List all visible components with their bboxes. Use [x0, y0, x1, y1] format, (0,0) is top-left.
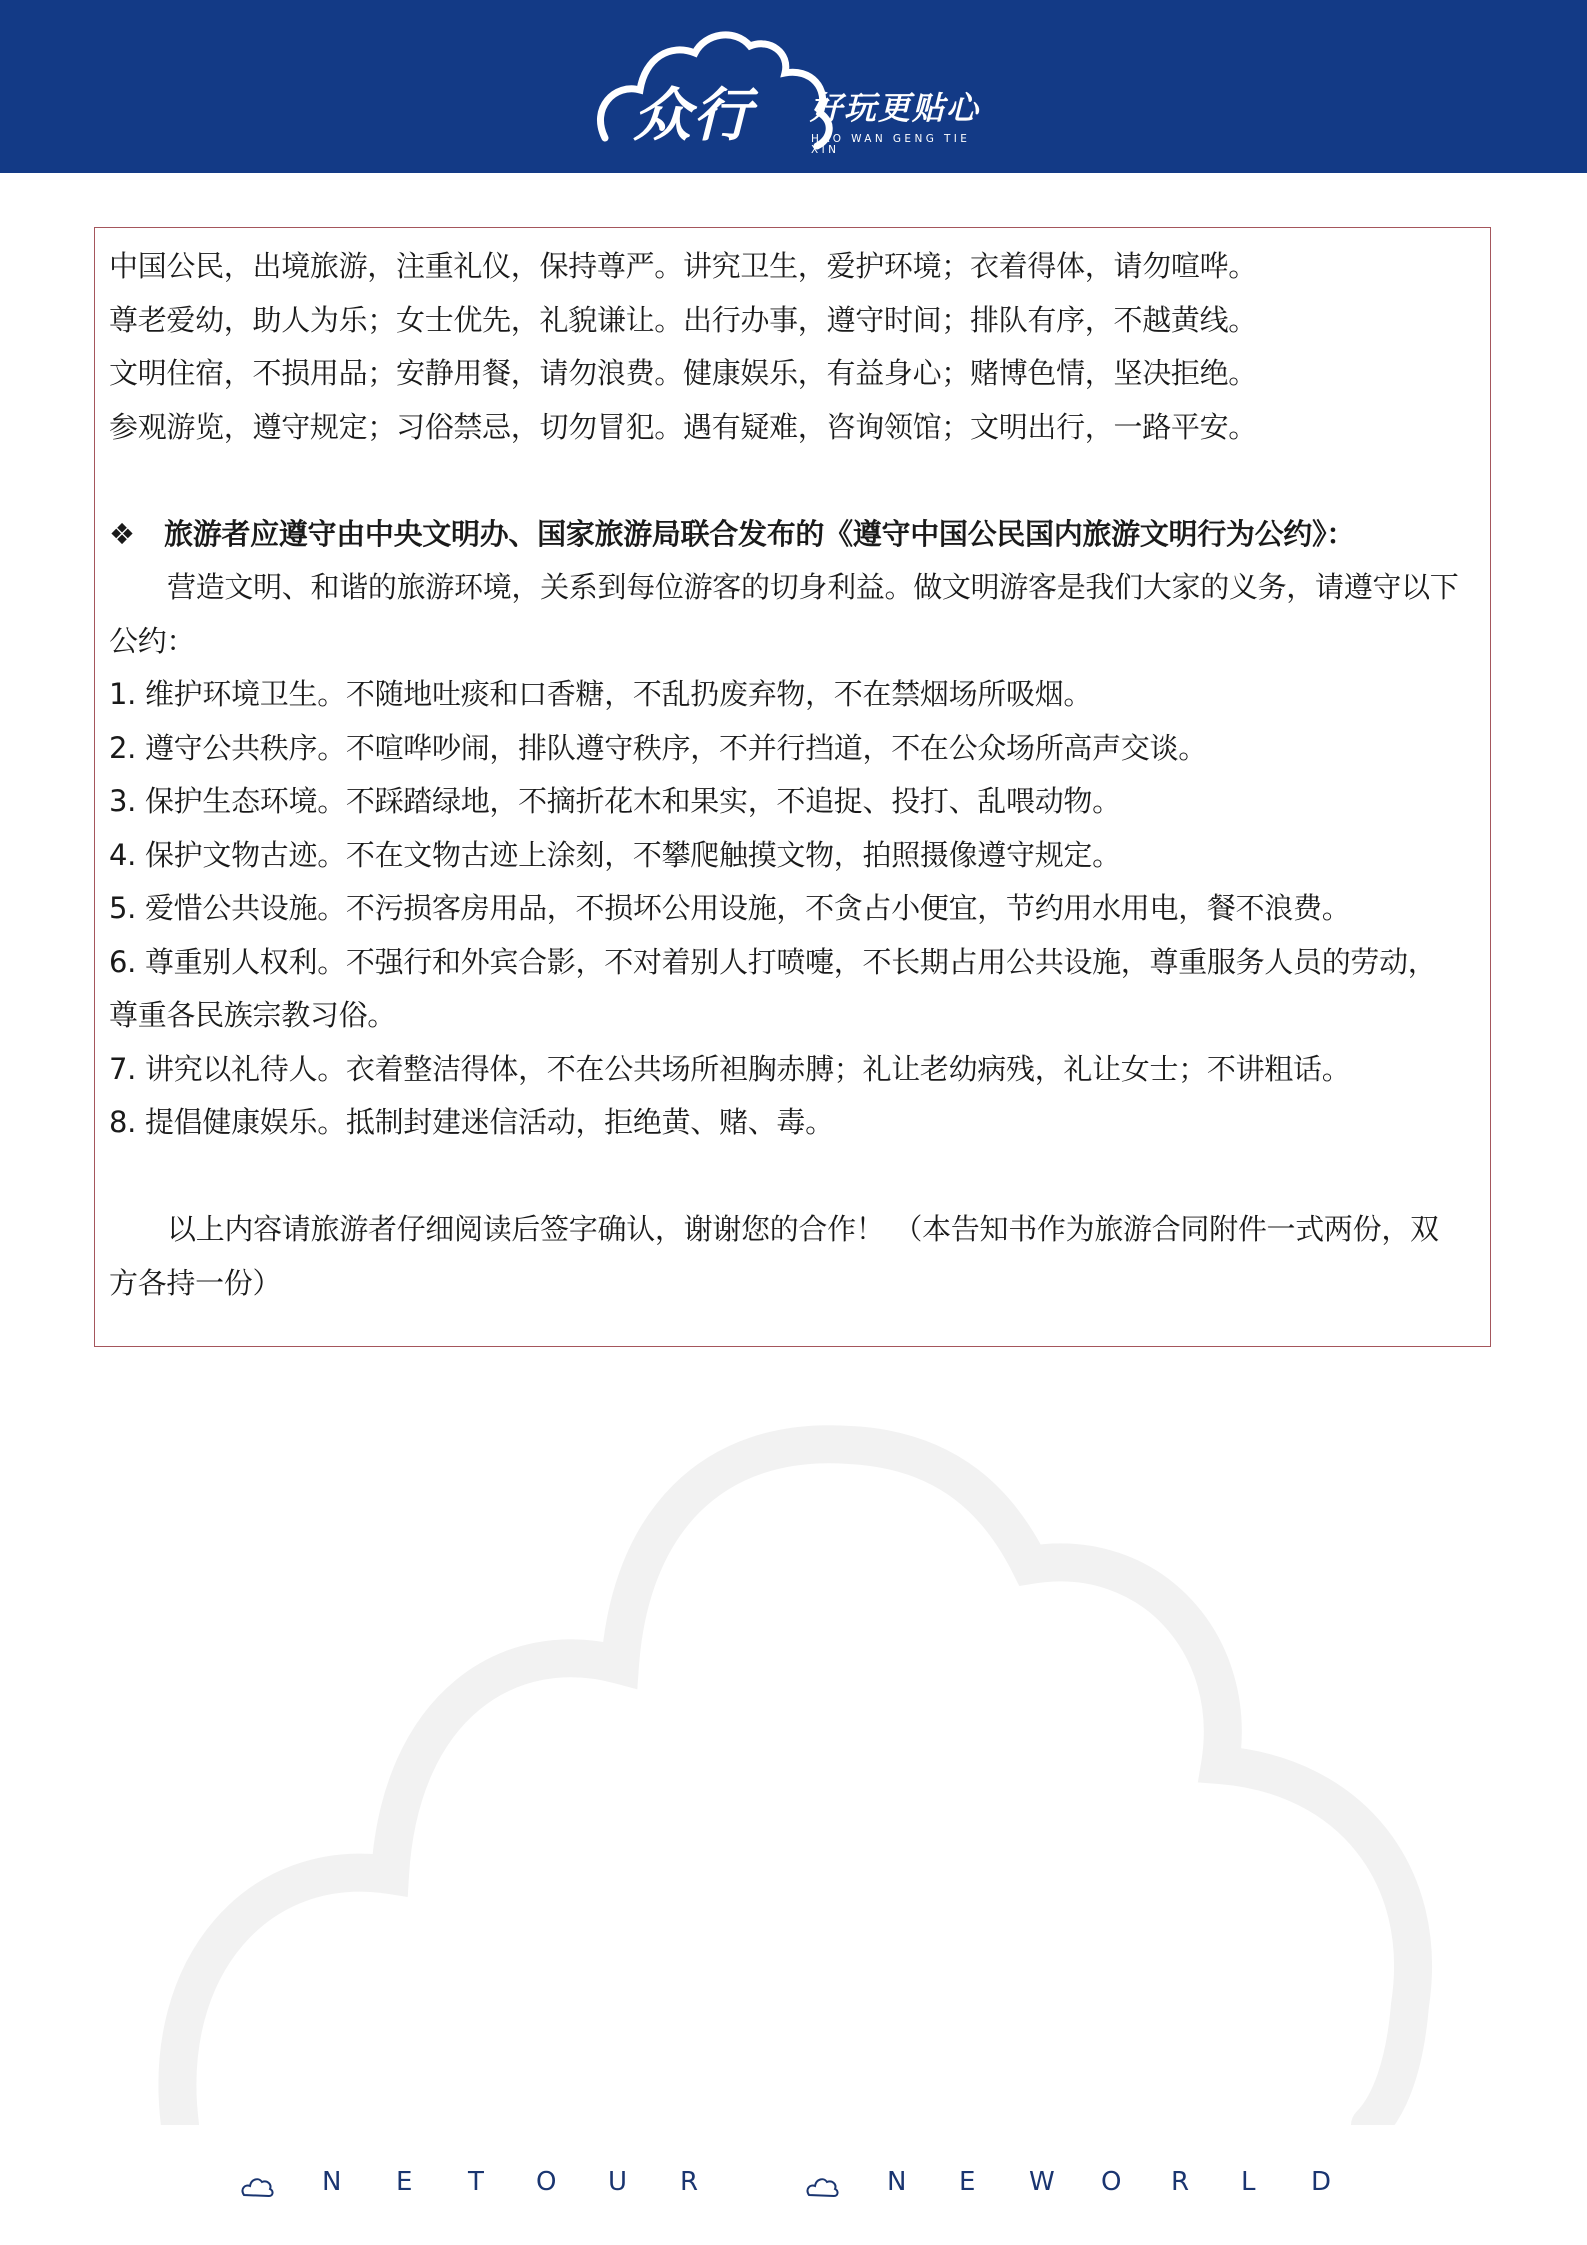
rhyme-line: 文明住宿，不损用品；安静用餐，请勿浪费。健康娱乐，有益身心；赌博色情，坚决拒绝。	[109, 356, 1258, 390]
convention-rule: 2. 遵守公共秩序。不喧哗吵闹，排队遵守秩序，不并行挡道，不在公众场所高声交谈。	[109, 730, 1207, 765]
brand-logo	[585, 28, 1005, 158]
footer-letter: N	[887, 2167, 907, 2197]
rhyme-line: 尊老爱幼，助人为乐；女士优先，礼貌谦让。出行办事，遵守时间；排队有序，不越黄线。	[109, 302, 1258, 337]
convention-rule: 3. 保护生态环境。不踩踏绿地，不摘折花木和果实，不追捉、投打、乱喂动物。	[109, 784, 1121, 818]
footer-letter: O	[536, 2167, 557, 2197]
footer-letter: R	[1171, 2167, 1190, 2197]
spacer	[109, 454, 1478, 508]
footer-letter: R	[680, 2167, 699, 2197]
footer-letter: O	[1101, 2167, 1122, 2197]
footer-letter: N	[322, 2167, 342, 2197]
diamond-bullet-icon: ❖	[109, 516, 135, 551]
convention-intro: 营造文明、和谐的旅游环境，关系到每位游客的切身利益。做文明游客是我们大家的义务，请遵守以下	[167, 570, 1459, 604]
convention-rule: 4. 保护文物古迹。不在文物古迹上涂刻，不攀爬触摸文物，拍照摄像遵守规定。	[109, 837, 1121, 872]
convention-rule: 6. 尊重别人权利。不强行和外宾合影，不对着别人打喷嚏，不长期占用公共设施，尊重服务人员的劳动，	[109, 944, 1437, 979]
footer-letter: E	[959, 2167, 976, 2197]
rhyme-line: 参观游览，遵守规定；习俗禁忌，切勿冒犯。遇有疑难，咨询领馆；文明出行，一路平安。	[109, 409, 1258, 444]
convention-rule-continued: 尊重各民族宗教习俗。	[109, 998, 397, 1032]
brand-slogan-pinyin: HAO WAN GENG TIE XIN	[811, 133, 971, 156]
convention-rule: 5. 爱惜公共设施。不污损客房用品，不损坏公用设施，不贪占小便宜，节约用水用电，餐不浪费。	[109, 891, 1351, 925]
convention-intro-continued: 公约：	[109, 623, 196, 658]
convention-heading	[109, 508, 1478, 562]
footer-letter: T	[468, 2167, 484, 2197]
footer-letter: U	[608, 2167, 628, 2197]
notice-box	[94, 227, 1491, 1347]
footer-letter: D	[1311, 2167, 1332, 2197]
convention-heading-text: 旅游者应遵守由中央文明办、国家旅游局联合发布的《遵守中国公民国内旅游文明行为公约》：	[164, 516, 1355, 551]
brand-name: 众行	[633, 81, 754, 149]
footer-slogan	[240, 2165, 1400, 2205]
header-banner	[0, 0, 1587, 173]
brand-slogan: 好玩更贴心	[810, 89, 981, 127]
cloud-watermark-icon	[150, 1405, 1440, 2125]
closing-statement-continued: 方各持一份）	[109, 1265, 282, 1300]
rhyme-line: 中国公民，出境旅游，注重礼仪，保持尊严。讲究卫生，爱护环境；衣着得体，请勿喧哗。	[109, 249, 1258, 283]
footer-letter: L	[1241, 2167, 1256, 2197]
footer-letter: E	[396, 2167, 413, 2197]
convention-rule: 8. 提倡健康娱乐。抵制封建迷信活动，拒绝黄、赌、毒。	[109, 1105, 834, 1139]
closing-statement: 以上内容请旅游者仔细阅读后签字确认，谢谢您的合作！ （本告知书作为旅游合同附件一式两份，双	[167, 1212, 1439, 1246]
footer-letter: W	[1029, 2167, 1055, 2197]
convention-rule: 1. 维护环境卫生。不随地吐痰和口香糖，不乱扔废弃物，不在禁烟场所吸烟。	[109, 677, 1093, 711]
spacer	[109, 1150, 1478, 1204]
small-cloud-icon	[805, 2175, 841, 2199]
small-cloud-icon	[240, 2175, 276, 2199]
convention-rule: 7. 讲究以礼待人。衣着整洁得体，不在公共场所袒胸赤膊；礼让老幼病残，礼让女士；不讲粗话。	[109, 1051, 1351, 1086]
